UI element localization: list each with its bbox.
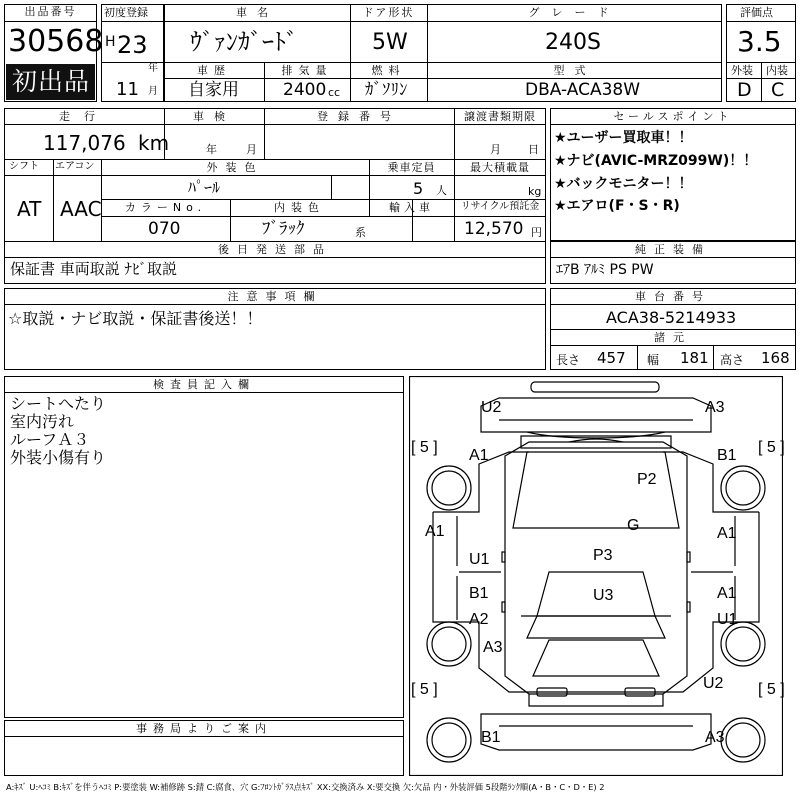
damage-diagram bbox=[409, 376, 783, 776]
history: 自家用 bbox=[188, 80, 239, 100]
mileage-unit: km bbox=[138, 131, 170, 155]
tire-mark: [ 5 ] bbox=[758, 439, 785, 456]
fuel-label: 燃料 bbox=[371, 64, 406, 77]
exterior-label: 外装 bbox=[731, 64, 753, 77]
shift: AT bbox=[17, 197, 42, 221]
damage-mark: A1 bbox=[469, 447, 489, 464]
sales-points-box bbox=[550, 108, 796, 241]
car-name: ｳﾞｧﾝｶﾞｰﾄﾞ bbox=[190, 28, 298, 56]
max-load-unit: kg bbox=[528, 185, 542, 198]
displacement-unit: cc bbox=[328, 86, 341, 99]
width: 181 bbox=[680, 349, 709, 367]
capacity-unit: 人 bbox=[436, 184, 447, 197]
inspector-line: 室内汚れ bbox=[10, 412, 75, 431]
width-label: 幅 bbox=[647, 353, 660, 367]
sales-point: ★ユーザー買取車！！ bbox=[554, 130, 693, 146]
legend: A:ｷｽﾞ U:ﾍｺﾐ B:ｷｽﾞを伴うﾍｺﾐ P:要塗装 W:補修跡 S:錆 C:腐食、穴 G:ﾌﾛﾝﾄｶﾞﾗｽ点ｷｽﾞ XX:交換済み X:要交換 欠:欠品 内・外装評価 5段階ﾗﾝｸ順(A・B・C・D・E) 2 bbox=[6, 782, 605, 792]
import-label: 輸入車 bbox=[389, 201, 434, 214]
damage-mark: A3 bbox=[705, 399, 725, 416]
equipment: ｴｱB ｱﾙﾐ PS PW bbox=[556, 262, 654, 278]
exterior-grade: D bbox=[737, 79, 752, 101]
car-name-label: 車名 bbox=[236, 6, 278, 19]
later-parts-label: 後日発送部品 bbox=[218, 243, 332, 256]
interior-grade: C bbox=[771, 79, 785, 101]
damage-mark: U1 bbox=[469, 551, 490, 568]
recycle-unit: 円 bbox=[531, 226, 542, 239]
chassis-label: 車台番号 bbox=[635, 290, 711, 303]
interior-label: 内装 bbox=[766, 64, 788, 77]
damage-mark: U2 bbox=[481, 399, 502, 416]
damage-mark: A2 bbox=[469, 611, 489, 628]
inspection-year-unit: 年 bbox=[206, 143, 217, 156]
damage-mark: B1 bbox=[717, 447, 737, 464]
notes-label: 注意事項欄 bbox=[227, 290, 323, 303]
damage-mark: P2 bbox=[637, 471, 657, 488]
inspector-label: 検査員記入欄 bbox=[153, 378, 255, 391]
inspection-month-unit: 月 bbox=[246, 143, 257, 156]
int-color-unit: 系 bbox=[355, 226, 366, 239]
displacement-label: 排気量 bbox=[281, 64, 333, 77]
door: 5W bbox=[372, 30, 408, 55]
damage-mark: P3 bbox=[593, 547, 613, 564]
damage-mark: G bbox=[627, 517, 640, 534]
score: 3.5 bbox=[737, 25, 782, 58]
sales-point: ★ナビ(AVIC-MRZ099W)！！ bbox=[554, 153, 758, 169]
length: 457 bbox=[597, 349, 626, 367]
score-label: 評価点 bbox=[740, 6, 773, 19]
damage-mark: B1 bbox=[469, 585, 489, 602]
lot-number-label: 出品番号 bbox=[24, 5, 77, 18]
tire-mark: [ 5 ] bbox=[411, 439, 438, 456]
color-no: 070 bbox=[148, 219, 181, 239]
notes: ☆取説・ナビ取説・保証書後送！！ bbox=[8, 309, 263, 328]
damage-mark: A3 bbox=[483, 639, 503, 656]
damage-mark: A1 bbox=[717, 585, 737, 602]
damage-mark: B1 bbox=[481, 729, 501, 746]
sales-point: ★エアロ(F・S・R) bbox=[554, 198, 680, 214]
door-label: ドア形状 bbox=[362, 6, 415, 19]
recycle-label: リサイクル預託金 bbox=[460, 201, 540, 212]
first-reg-label: 初度登録 bbox=[104, 6, 148, 19]
transfer-month-unit: 月 bbox=[490, 143, 501, 156]
recycle: 12,570 bbox=[464, 219, 524, 239]
max-load-label: 最大積載量 bbox=[470, 161, 530, 174]
inspection-label: 車検 bbox=[193, 110, 235, 123]
shift-label: シフト bbox=[9, 161, 39, 172]
reg-year: 23 bbox=[117, 31, 148, 59]
reg-no-label: 登録番号 bbox=[317, 110, 401, 123]
int-color: ﾌﾞﾗｯｸ bbox=[262, 219, 305, 239]
inspector-line: 外装小傷有り bbox=[10, 448, 107, 467]
damage-mark: U1 bbox=[717, 611, 738, 628]
displacement: 2400 bbox=[283, 80, 327, 100]
ac-label: エアコン bbox=[55, 161, 95, 172]
sales-points-label: セールスポイント bbox=[613, 110, 733, 123]
sales-point: ★バックモニター！！ bbox=[554, 176, 693, 192]
damage-mark: A1 bbox=[425, 523, 445, 540]
model-label: 型式 bbox=[553, 64, 596, 77]
chassis: ACA38-5214933 bbox=[606, 308, 737, 327]
model: DBA-ACA38W bbox=[525, 80, 641, 100]
capacity-label: 乗車定員 bbox=[387, 161, 436, 174]
history-label: 車歴 bbox=[197, 64, 231, 77]
capacity: 5 bbox=[413, 179, 424, 198]
inspector-line: ルーフＡ３ bbox=[10, 430, 90, 449]
int-color-label: 内装色 bbox=[274, 201, 325, 214]
era: H bbox=[105, 34, 116, 50]
first-listing-badge bbox=[6, 64, 95, 100]
damage-mark: A3 bbox=[705, 729, 725, 746]
car-outline bbox=[409, 376, 783, 776]
height-label: 高さ bbox=[720, 353, 745, 367]
later-parts: 保証書 車両取説 ﾅﾋﾞ取説 bbox=[10, 260, 178, 278]
tire-mark: [ 5 ] bbox=[758, 681, 785, 698]
inspector-line: シートへたり bbox=[10, 394, 107, 413]
grade-label: グレード bbox=[528, 6, 621, 19]
mileage-label: 走行 bbox=[59, 110, 109, 123]
damage-mark: A1 bbox=[717, 525, 737, 542]
height: 168 bbox=[761, 349, 790, 367]
tire-mark: [ 5 ] bbox=[411, 681, 438, 698]
ext-color-label: 外装色 bbox=[206, 161, 264, 174]
transfer-day-unit: 日 bbox=[528, 143, 539, 156]
reg-month: 11 bbox=[116, 79, 139, 100]
reg-month-unit: 月 bbox=[148, 86, 158, 97]
office-label: 事務局よりご案内 bbox=[136, 722, 272, 735]
grade: 240S bbox=[545, 30, 601, 55]
length-label: 長さ bbox=[556, 353, 581, 367]
dims-label: 諸元 bbox=[654, 331, 692, 344]
mileage: 117,076 bbox=[43, 131, 126, 155]
ac: AAC bbox=[60, 197, 102, 221]
fuel: ｶﾞｿﾘﾝ bbox=[365, 80, 408, 100]
transfer-label: 譲渡書類期限 bbox=[464, 110, 536, 123]
damage-mark: U3 bbox=[593, 587, 614, 604]
reg-year-unit: 年 bbox=[148, 63, 158, 74]
damage-mark: U2 bbox=[703, 675, 724, 692]
ext-color: ﾊﾟｰﾙ bbox=[188, 178, 221, 197]
lot-number: 30568 bbox=[8, 24, 104, 59]
first-listing-label: 初出品 bbox=[12, 67, 91, 96]
equipment-label: 純正装備 bbox=[635, 243, 711, 256]
color-no-label: カラーNo. bbox=[124, 201, 207, 214]
